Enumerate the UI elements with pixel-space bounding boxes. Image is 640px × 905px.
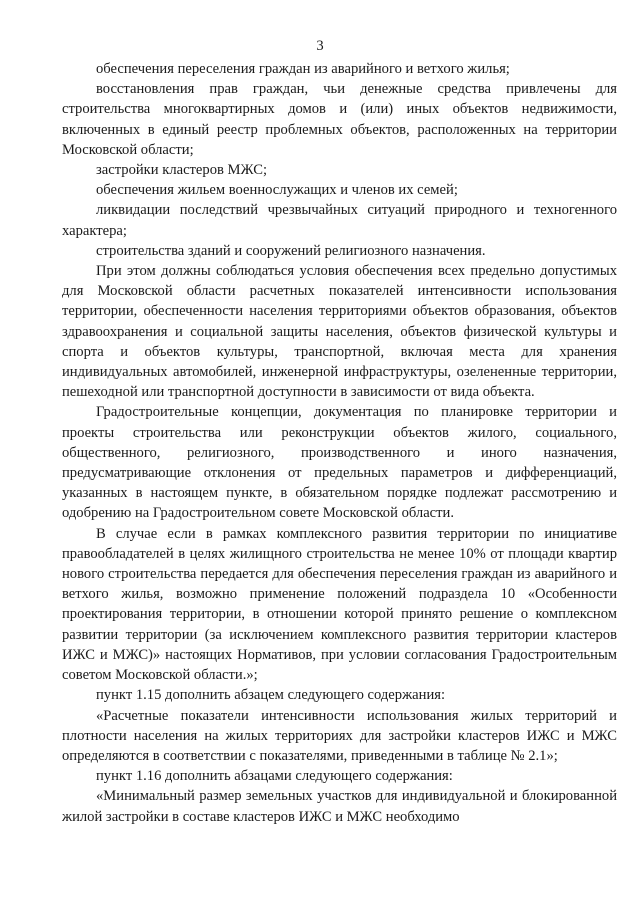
paragraph: «Минимальный размер земельных участков для индивидуальной и блокированной жилой застройки в составе кластеров ИЖС и МЖС необходимо	[62, 788, 617, 825]
paragraph: Градостроительные концепции, документация по планировке территории и проекты строительства или реконструкции объектов жилого, социального, общественного, религиозного, производственного и иного назначения, предусматривающие отклонения от предельных параметров и дифференциаций, указанных в настоящем пункте, в обязательном порядке подлежат рассмотрению и одобрению на Градостроительном совете Московской области.	[62, 404, 617, 522]
page-body	[62, 59, 617, 827]
paragraph: В случае если в рамках комплексного развития территории по инициативе правообладателей в целях жилищного строительства не менее 10% от площади квартир нового строительства передается для обеспечения переселения граждан из аварийного и ветхого жилья, возможно применение положений подраздела 10 «Особенности проектирования территории, в отношении которой принято решение о комплексном развитии территории (за исключением комплексного развития территории кластеров ИЖС и МЖС)» настоящих Нормативов, при условии согласования Градостроительным советом Московской области.»;	[62, 525, 617, 684]
paragraph: строительства зданий и сооружений религиозного назначения.	[96, 242, 486, 259]
paragraph: восстановления прав граждан, чьи денежные средства привлечены для строительства многоквартирных домов и (или) иных объектов недвижимости, включенных в единый реестр проблемных объектов, расположенных на территории Московской области;	[62, 81, 617, 158]
page-number: 3	[316, 38, 324, 54]
paragraph: ликвидации последствий чрезвычайных ситуаций природного и техногенного характера;	[62, 202, 617, 239]
paragraph: При этом должны соблюдаться условия обеспечения всех предельно допустимых для Московской области расчетных показателей интенсивности использования территории, обеспеченности населения территориями объектов образования, объектов здравоохранения и социальной защиты населения, объектов физической культуры и спорта и объектов культуры, транспортной, включая места для хранения индивидуальных автомобилей, инженерной инфраструктуры, озелененные территории, пешеходной или транспортной доступности в зависимости от вида объекта.	[62, 263, 617, 401]
paragraph: застройки кластеров МЖС;	[96, 162, 268, 179]
paragraph: пункт 1.16 дополнить абзацами следующего содержания:	[96, 768, 453, 785]
paragraph: «Расчетные показатели интенсивности использования жилых территорий и плотности населения на жилых территориях для застройки кластеров ИЖС и МЖС определяются в соответствии с показателями, приведенными в таблице № 2.1»;	[62, 707, 617, 764]
paragraph: пункт 1.15 дополнить абзацем следующего содержания:	[96, 687, 446, 704]
paragraph: обеспечения переселения граждан из аварийного и ветхого жилья;	[96, 61, 510, 77]
paragraph: обеспечения жильем военнослужащих и членов их семей;	[96, 182, 458, 199]
